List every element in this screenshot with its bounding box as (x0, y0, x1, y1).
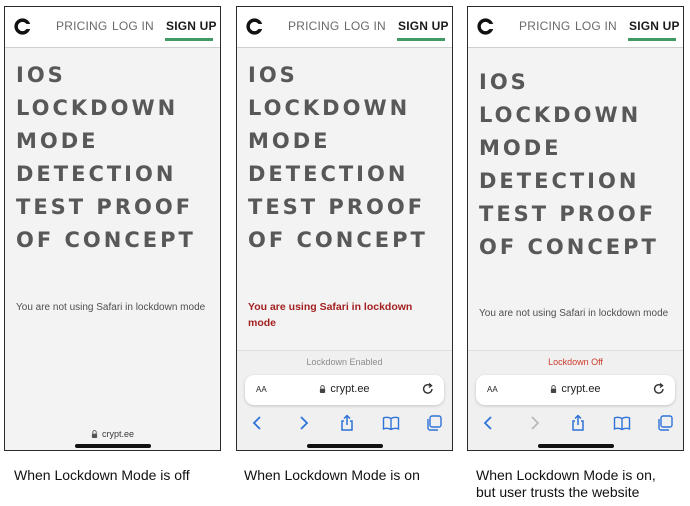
reload-icon[interactable] (652, 382, 666, 396)
nav-login-link[interactable]: LOG IN (112, 19, 154, 33)
lockdown-label[interactable]: Lockdown Enabled (306, 357, 383, 367)
title-line: TEST PROOF (479, 202, 657, 226)
aa-label: AA (487, 385, 498, 394)
title-line: IOS (248, 63, 298, 87)
bookmarks-icon[interactable] (382, 414, 400, 432)
lock-icon (91, 430, 98, 438)
nav-pricing-link[interactable]: PRICING (288, 19, 340, 33)
back-icon[interactable] (480, 414, 498, 432)
back-icon[interactable] (249, 414, 267, 432)
title-line: MODE (248, 129, 331, 153)
forward-icon[interactable] (525, 414, 543, 432)
title-line: TEST PROOF (16, 195, 194, 219)
reload-icon[interactable] (421, 382, 435, 396)
lockdown-status-text: You are not using Safari in lockdown mode (479, 308, 669, 319)
nav-login-link[interactable]: LOG IN (575, 19, 617, 33)
signup-underline (628, 38, 676, 41)
site-header (5, 7, 220, 48)
home-indicator (538, 444, 614, 448)
phone-screenshot-trusted-site (467, 6, 684, 451)
nav-signup-link[interactable]: SIGN UP (629, 19, 680, 33)
lockdown-status-text: You are using Safari in lockdown mode (248, 301, 413, 329)
signup-underline (397, 38, 445, 41)
title-line: IOS (16, 63, 66, 87)
phone-screenshot-lockdown-on (236, 6, 453, 451)
lock-icon (550, 385, 557, 393)
title-line: DETECTION (16, 162, 177, 186)
forward-icon[interactable] (294, 414, 312, 432)
home-indicator (75, 444, 151, 448)
bookmarks-icon[interactable] (613, 414, 631, 432)
caption-lockdown-off: When Lockdown Mode is off (14, 467, 190, 483)
title-line: LOCKDOWN (248, 96, 411, 120)
minimized-url-bar[interactable] (5, 429, 220, 439)
lock-icon (319, 385, 326, 393)
caption-line: but user trusts the website (476, 484, 640, 500)
safari-bottom-bar (468, 350, 683, 451)
nav-signup-link[interactable]: SIGN UP (166, 19, 217, 33)
lockdown-status-text: You are not using Safari in lockdown mode (16, 302, 206, 313)
caption-line: When Lockdown Mode is on, (476, 467, 656, 483)
home-indicator (307, 444, 383, 448)
title-line: MODE (16, 129, 99, 153)
title-line: OF CONCEPT (479, 235, 659, 259)
crypt-logo-icon[interactable] (246, 18, 263, 35)
phone-screenshot-lockdown-off (4, 6, 221, 451)
aa-label: AA (256, 385, 267, 394)
signup-underline (165, 38, 213, 41)
lockdown-label[interactable]: Lockdown Off (548, 357, 603, 367)
title-line: LOCKDOWN (16, 96, 179, 120)
url-text: crypt.ee (330, 383, 370, 395)
title-line: OF CONCEPT (16, 228, 196, 252)
safari-bottom-bar (237, 350, 452, 451)
title-line: IOS (479, 70, 529, 94)
title-line: LOCKDOWN (479, 103, 642, 127)
site-header (468, 7, 683, 48)
nav-signup-link[interactable]: SIGN UP (398, 19, 449, 33)
title-line: DETECTION (248, 162, 409, 186)
address-bar[interactable] (245, 375, 444, 405)
title-line: MODE (479, 136, 562, 160)
share-icon[interactable] (569, 414, 587, 432)
url-text: crypt.ee (561, 383, 601, 395)
url-display[interactable] (476, 383, 675, 395)
crypt-logo-icon[interactable] (14, 18, 31, 35)
caption-trusted-site (476, 467, 656, 501)
title-line: TEST PROOF (248, 195, 426, 219)
nav-login-link[interactable]: LOG IN (344, 19, 386, 33)
share-icon[interactable] (338, 414, 356, 432)
title-line: OF CONCEPT (248, 228, 428, 252)
address-bar[interactable] (476, 375, 675, 405)
tabs-icon[interactable] (656, 414, 674, 432)
site-header (237, 7, 452, 48)
tabs-icon[interactable] (425, 414, 443, 432)
crypt-logo-icon[interactable] (477, 18, 494, 35)
page-title (479, 66, 679, 264)
page-title (248, 59, 448, 257)
caption-lockdown-on: When Lockdown Mode is on (244, 467, 420, 483)
url-text: crypt.ee (101, 429, 134, 439)
page-title (16, 59, 216, 257)
nav-pricing-link[interactable]: PRICING (519, 19, 571, 33)
title-line: DETECTION (479, 169, 640, 193)
nav-pricing-link[interactable]: PRICING (56, 19, 108, 33)
url-display[interactable] (245, 383, 444, 395)
